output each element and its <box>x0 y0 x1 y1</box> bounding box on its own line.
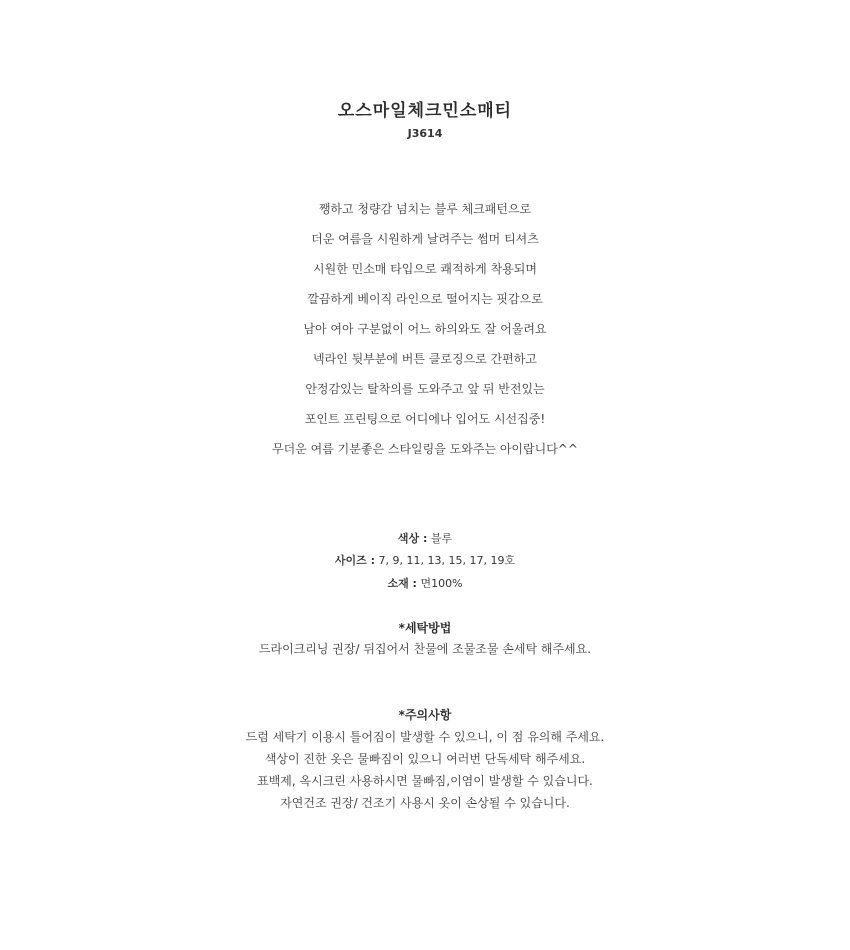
caution-line: 자연건조 권장/ 건조기 사용시 옷이 손상될 수 있습니다. <box>280 796 570 810</box>
caution-line: 표백제, 옥시크린 사용하시면 물빠짐,이염이 발생할 수 있습니다. <box>257 774 593 788</box>
product-title: 오스마일체크민소매티 <box>337 101 513 121</box>
spec-color-label: 색상 : <box>397 532 428 545</box>
caution-line: 색상이 진한 옷은 물빠짐이 있으니 여러번 단독세탁 해주세요. <box>264 752 586 766</box>
caution-line: 드럼 세탁기 이용시 틀어짐이 발생할 수 있으니, 이 점 유의해 주세요. <box>245 730 605 744</box>
description-line: 남아 여아 구분없이 어느 하의와도 잘 어울려요 <box>303 322 547 336</box>
caution-title: *주의사항 <box>398 708 452 722</box>
description-line: 넥라인 뒷부분에 버튼 클로징으로 간편하고 <box>313 352 537 366</box>
spec-size <box>0 552 850 568</box>
description-line: 깔끔하게 베이직 라인으로 떨어지는 핏감으로 <box>307 292 543 306</box>
description-line: 쨍하고 청량감 넘치는 블루 체크패턴으로 <box>318 202 532 216</box>
description-line: 무더운 여름 기분좋은 스타일링을 도와주는 아이랍니다^^ <box>272 442 578 456</box>
description-line: 더운 여름을 시원하게 날려주는 썸머 티셔츠 <box>311 232 539 246</box>
spec-material-label: 소재 : <box>387 577 417 590</box>
spec-size-label: 사이즈 : <box>334 554 376 567</box>
spec-material <box>0 575 850 591</box>
washing-text: 드라이크리닝 권장/ 뒤집어서 찬물에 조물조물 손세탁 해주세요. <box>258 642 592 656</box>
spec-color-value: 블루 <box>430 532 453 545</box>
spec-material-value: 면100% <box>420 577 463 590</box>
spec-color <box>0 530 850 546</box>
spec-size-value: 7, 9, 11, 13, 15, 17, 19호 <box>378 554 516 567</box>
description-line: 시원한 민소매 타입으로 쾌적하게 착용되며 <box>313 262 537 276</box>
description-line: 포인트 프린팅으로 어디에나 입어도 시선집중! <box>304 412 546 426</box>
washing-title: *세탁방법 <box>398 621 452 635</box>
description-line: 안정감있는 탈착의를 도와주고 앞 뒤 반전있는 <box>305 382 545 396</box>
product-code: J3614 <box>407 127 443 140</box>
